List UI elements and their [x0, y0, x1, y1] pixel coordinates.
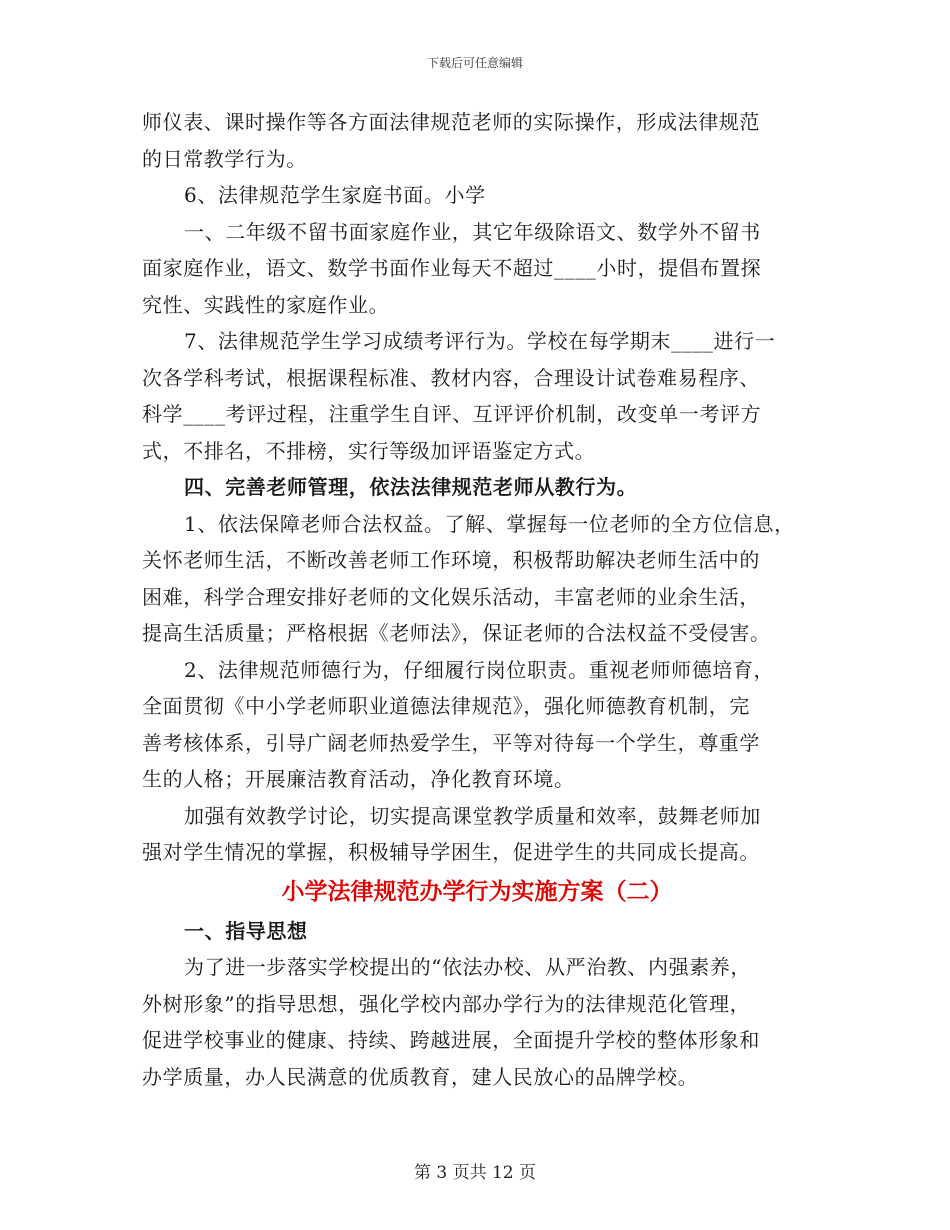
- page-header: 下载后可任意编辑: [426, 56, 523, 70]
- paragraph-line: 提高生活质量；严格根据《老师法》，保证老师的合法权益不受侵害。: [142, 621, 771, 645]
- paragraph-line: 关怀老师生活，不断改善老师工作环境，积极帮助解决老师生活中的: [142, 548, 760, 572]
- paragraph-line: 加强有效教学讨论，切实提高课堂教学质量和效率，鼓舞老师加: [184, 803, 761, 828]
- item-heading: 1、依法保障老师合法权益。了解、掌握每一位老师的全方位信息，: [184, 511, 795, 536]
- paragraph-line: 师仪表、课时操作等各方面法律规范老师的实际操作，形成法律规范: [142, 110, 760, 134]
- paragraph-line: 究性、实践性的家庭作业。: [142, 292, 390, 317]
- paragraph-line: 办学质量，办人民满意的优质教育，建人民放心的品牌学校。: [142, 1064, 699, 1089]
- section-heading: 四、完善老师管理，依法法律规范老师从教行为。: [184, 475, 638, 499]
- paragraph-line: 式，不排名，不排榜，实行等级加评语鉴定方式。: [142, 438, 596, 463]
- paragraph-line: 的日常教学行为。: [142, 146, 307, 171]
- paragraph-line: 全面贯彻《中小学老师职业道德法律规范》，强化师德教育机制，完: [142, 694, 750, 718]
- page-footer: 第 3 页共 12 页: [413, 1163, 537, 1183]
- document-title: 小学法律规范办学行为实施方案（二）: [281, 878, 673, 905]
- paragraph-line: 困难，科学合理安排好老师的文化娱乐活动，丰富老师的业余生活，: [142, 584, 760, 609]
- paragraph-line: 一、二年级不留书面家庭作业，其它年级除语文、数学外不留书: [184, 219, 761, 244]
- paragraph-line: 强对学生情况的掌握，积极辅导学困生，促进学生的共同成长提高。: [142, 840, 760, 864]
- paragraph-line: 次各学科考试，根据课程标准、教材内容，合理设计试卷难易程序、: [142, 365, 760, 390]
- paragraph-line: 促进学校事业的健康、持续、跨越进展，全面提升学校的整体形象和: [142, 1028, 760, 1052]
- paragraph-line: 善考核体系，引导广阔老师热爱学生，平等对待每一个学生，尊重学: [142, 730, 760, 755]
- paragraph-line: 为了进一步落实学校提出的“依法办校、从严治教、内强素养，: [184, 955, 752, 979]
- item-heading: 2、法律规范师德行为，仔细履行岗位职责。重视老师师德培育，: [184, 657, 775, 682]
- paragraph-line: 外树形象”的指导思想，强化学校内部办学行为的法律规范化管理，: [142, 991, 751, 1016]
- item-heading: 7、法律规范学生学习成绩考评行为。学校在每学期末____进行一: [184, 329, 776, 353]
- document-body: [142, 104, 822, 1095]
- paragraph-line: 科学____考评过程，注重学生自评、互评评价机制，改变单一考评方: [142, 402, 762, 426]
- item-heading: 6、法律规范学生家庭书面。小学: [184, 183, 486, 207]
- paragraph-line: 面家庭作业，语文、数学书面作业每天不超过____小时，提倡布置探: [142, 256, 762, 280]
- section-heading: 一、指导思想: [184, 918, 308, 943]
- paragraph-line: 生的人格；开展廉洁教育活动，净化教育环境。: [142, 767, 575, 791]
